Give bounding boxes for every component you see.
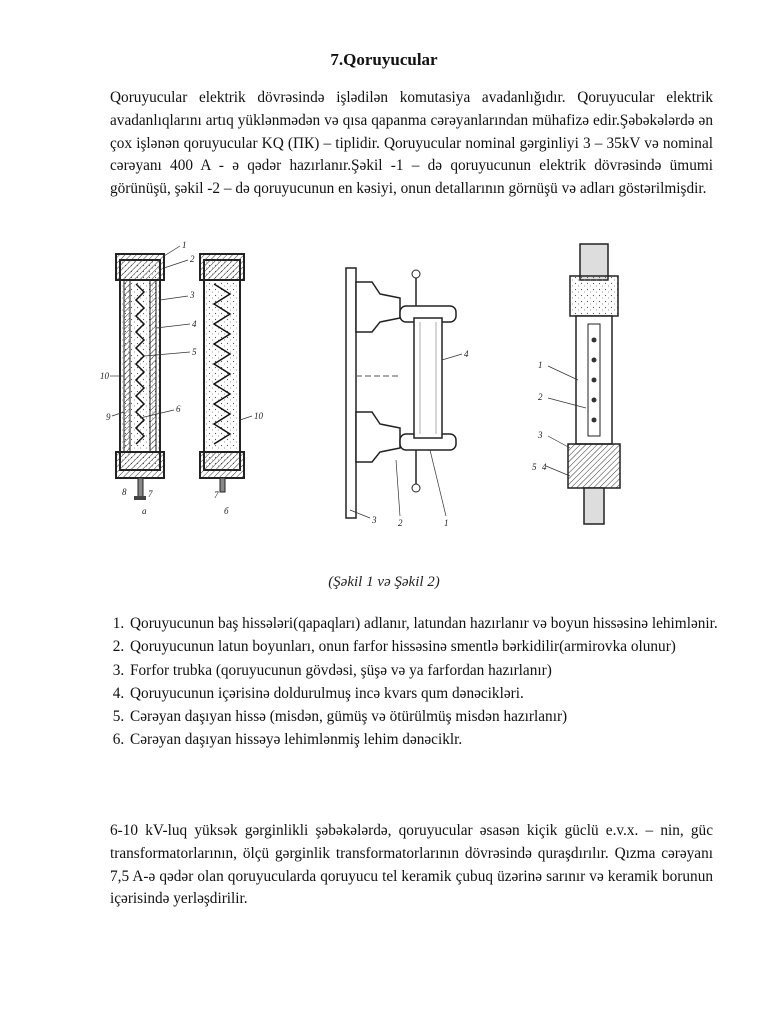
label-a-1: 1 [182,240,187,250]
list-item: 4. Qoruyucunun içərisinə doldurulmuş incə kvars qum dənəcikləri. [128,682,733,705]
label-mount-2: 2 [398,518,403,528]
label-b-10: 10 [254,411,263,421]
list-item: 1. Qoruyucunun baş hissələri(qapaqları) adlanır, latundan hazırlanır və boyun hissəsinə lehimlənir. [128,612,733,635]
fuse-cutaway-view [568,244,620,524]
label-a-9: 9 [106,412,111,422]
closing-paragraph: 6-10 kV-luq yüksək gərginlikli şəbəkələrdə, qoruyucular əsasən kiçik güclü e.v.x. – nin, güc transformatorlarının, ölçü gərginlik transformatorlarının dövrəsində quraşdırılır. Qızma cərəyanı 7,5 A-ə qədər olan qoruyucularda qoruyucu tel keramik çubuq üzərinə sarınır və keramik borunun içərisində yerləşdirilir. [110,822,713,908]
page-title: 7.Qoruyucular [330,50,438,69]
label-b-7: 7 [214,490,219,500]
fuse-parts-list [108,612,733,752]
label-mount-4: 4 [464,349,469,359]
fuse-section-a [116,254,164,500]
figure-caption: (Şəkil 1 və Şəkil 2) [328,574,440,590]
label-a-10: 10 [100,371,109,381]
label-section-2: 2 [538,392,543,402]
label-section-3: 3 [538,430,543,440]
label-section-4: 4 [542,462,547,472]
label-a-5: 5 [192,347,197,357]
fuse-section-b [200,254,244,492]
label-a-4: 4 [192,319,197,329]
label-a-2: 2 [190,254,195,264]
subfigure-a-label: a [142,506,147,516]
list-item: 2. Qoruyucunun latun boyunları, onun farfor hissəsinə smentlə bərkidilir(armirovka olunur) [128,635,733,658]
label-a-3: 3 [190,290,195,300]
label-section-5: 5 [532,462,537,472]
intro-paragraph: Qoruyucular elektrik dövrəsində işlədilən komutasiya avadanlığıdır. Qoruyucular elektrik avadanlıqlarını artıq yüklənmədən və qısa qapanma cərəyanlarından mühafizə edir.Şəbəkələrdə ən çox işlənən qoruyucular KQ (ПК) – tiplidir. Qoruyucular nominal gərginliyi 3 – 35kV və nominal cərəyanı 400 A - ə qədər hazırlanır.Şəkil -1 – də qoruyucunun elektrik dövrəsində ümumi görünüşü, şəkil -2 – də qoruyucunun en kəsiyi, onun detallarının görnüşü və adları göstərilmişdir. [110,89,713,198]
fuse-figures [100,240,640,530]
list-item: 5. Cərəyan daşıyan hissə (misdən, gümüş və ötürülmüş misdən hazırlanır) [128,705,733,728]
list-item: 6. Cərəyan daşıyan hissəyə lehimlənmiş lehim dənəciklr. [128,728,733,751]
list-item: 3. Forfor trubka (qoruyucunun gövdəsi, şüşə və ya farfordan hazırlanır) [128,659,733,682]
label-a-8: 8 [122,487,127,497]
label-section-1: 1 [538,360,543,370]
fuse-mounted-view [346,268,456,518]
subfigure-b-label: б [224,506,229,516]
label-mount-3: 3 [372,515,377,525]
label-mount-1: 1 [444,518,449,528]
label-a-6: 6 [176,404,181,414]
label-a-7: 7 [148,489,153,499]
